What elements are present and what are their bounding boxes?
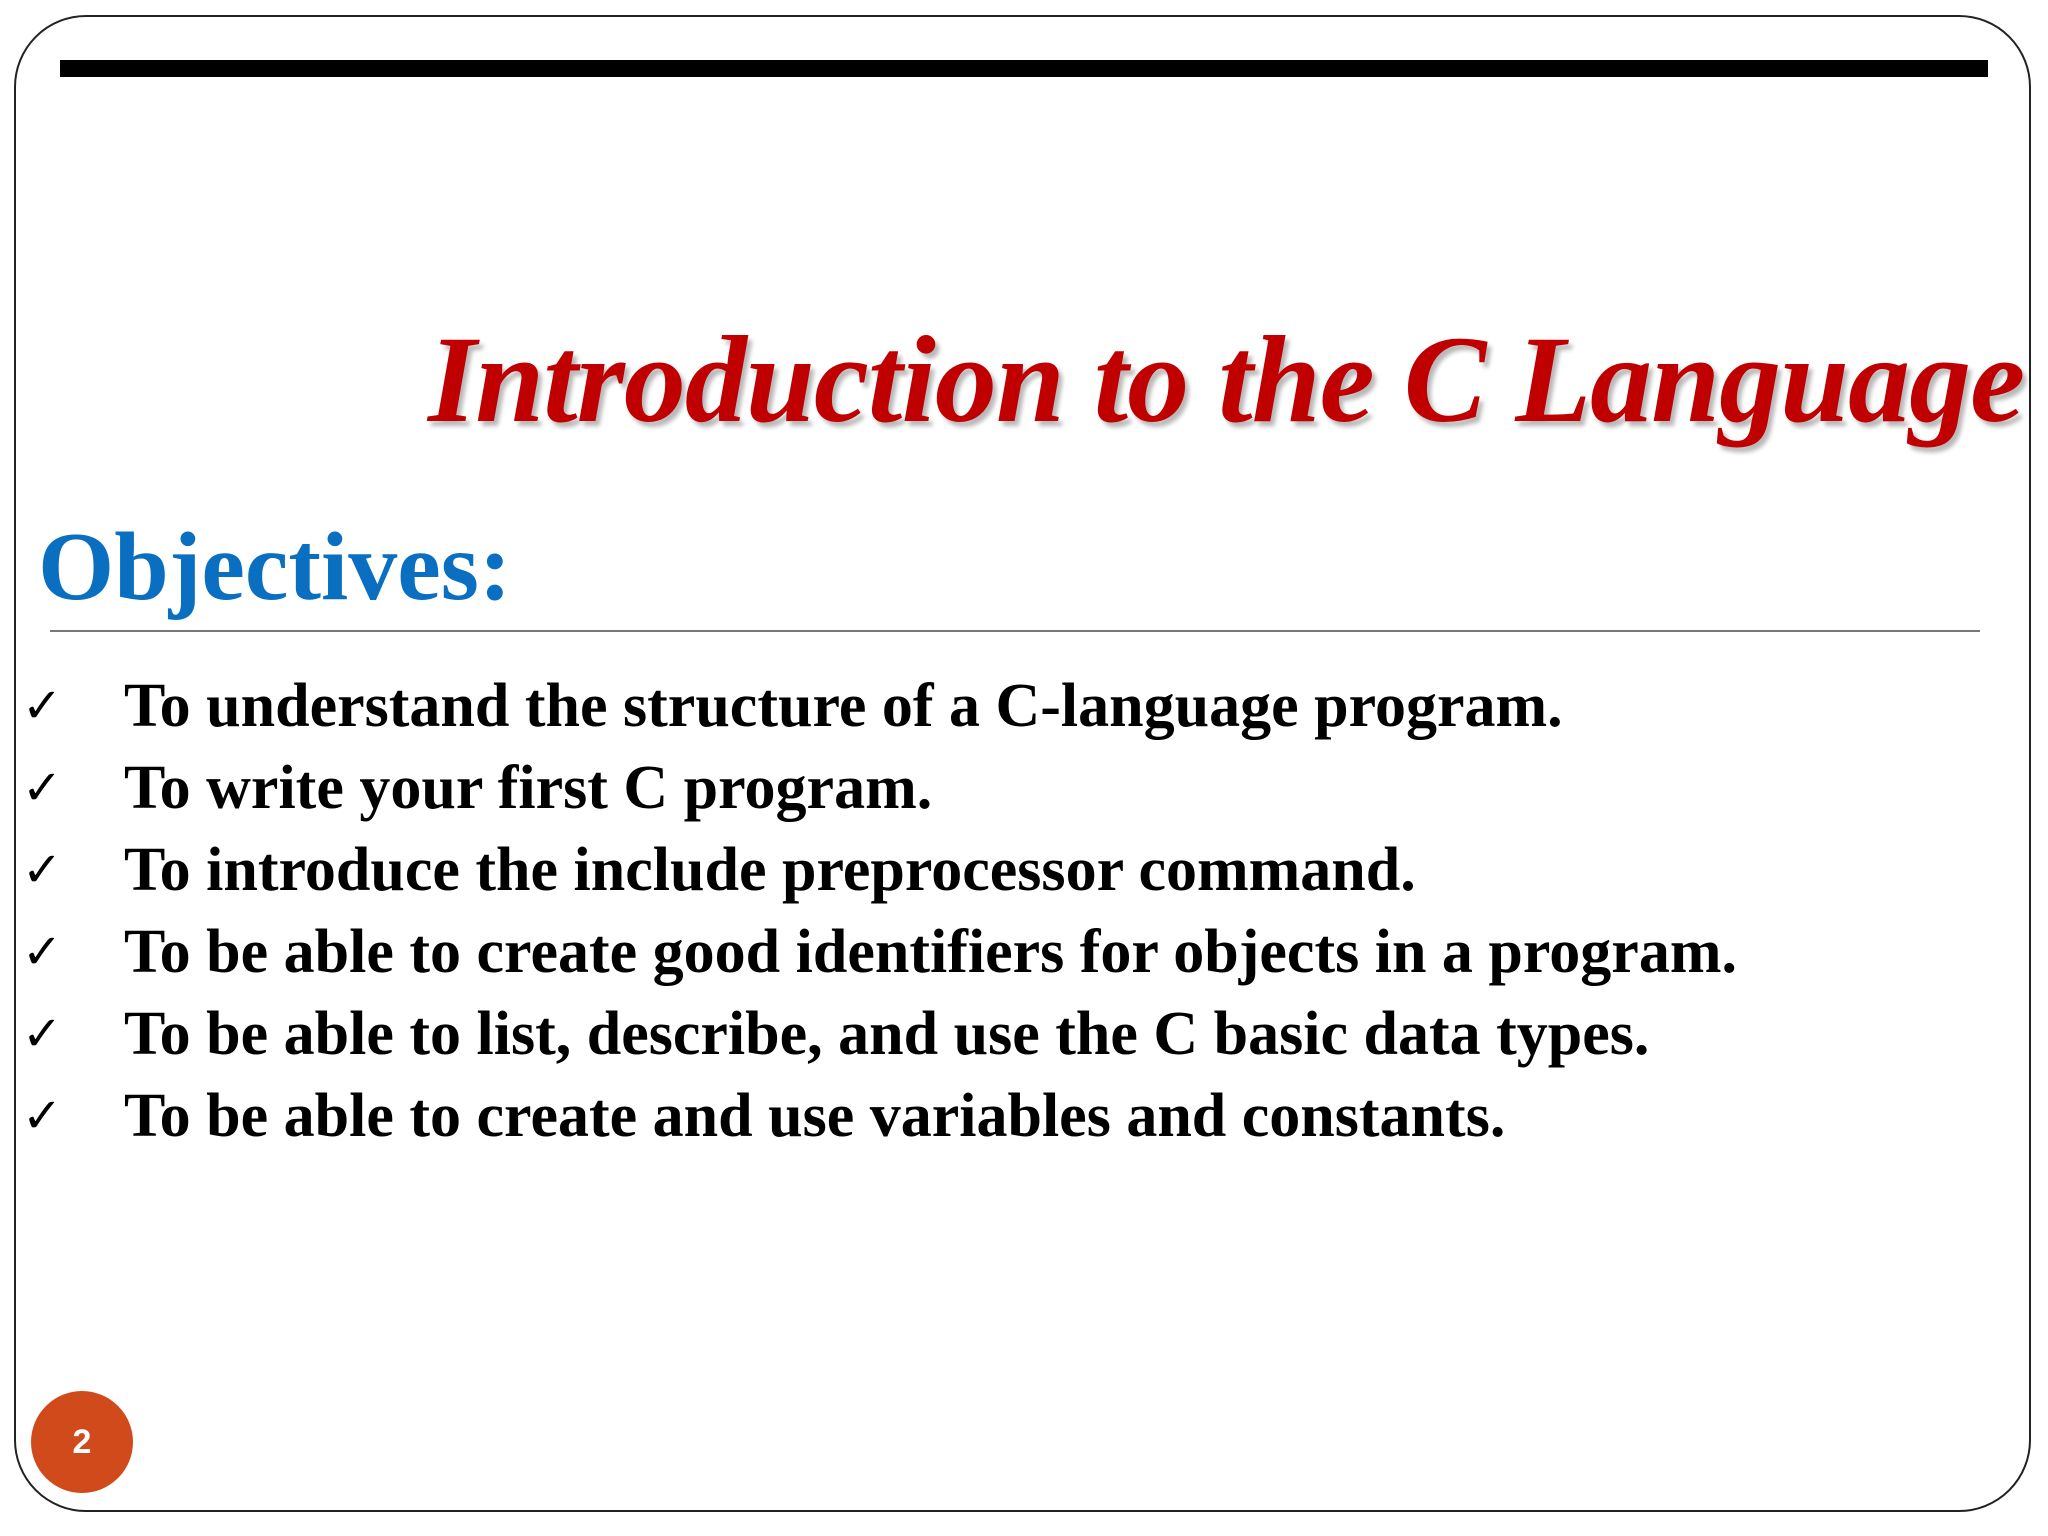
- objective-item: [0, 752, 2000, 834]
- objective-text: To be able to create and use variables and constants.: [124, 1082, 1506, 1150]
- check-icon: ✓: [22, 678, 63, 734]
- objective-item: [0, 670, 2000, 752]
- objective-item: [0, 1080, 2000, 1162]
- check-icon: ✓: [22, 842, 63, 898]
- objective-text: To be able to list, describe, and use the C basic data types.: [124, 1000, 1650, 1068]
- objective-item: [0, 916, 2000, 998]
- check-icon: ✓: [22, 1088, 63, 1144]
- heading-underline: [50, 630, 1980, 632]
- objective-item: [0, 834, 2000, 916]
- objective-item: [0, 998, 2000, 1080]
- objective-text: To understand the structure of a C-language program.: [124, 672, 1563, 740]
- objectives-list: [0, 670, 2000, 1162]
- objective-text: To be able to create good identifiers for objects in a program.: [124, 918, 1737, 986]
- page-number: 2: [72, 1422, 92, 1461]
- check-icon: ✓: [22, 924, 63, 980]
- objective-text: To write your first C program.: [124, 754, 933, 822]
- check-icon: ✓: [22, 760, 63, 816]
- objective-text: To introduce the include preprocessor command.: [124, 836, 1416, 904]
- check-icon: ✓: [22, 1006, 63, 1062]
- slide-title: Introduction to the C Language: [428, 311, 2025, 448]
- page-number-badge: [31, 1391, 133, 1493]
- top-divider-bar: [60, 60, 1988, 77]
- objectives-heading: Objectives:: [38, 513, 512, 621]
